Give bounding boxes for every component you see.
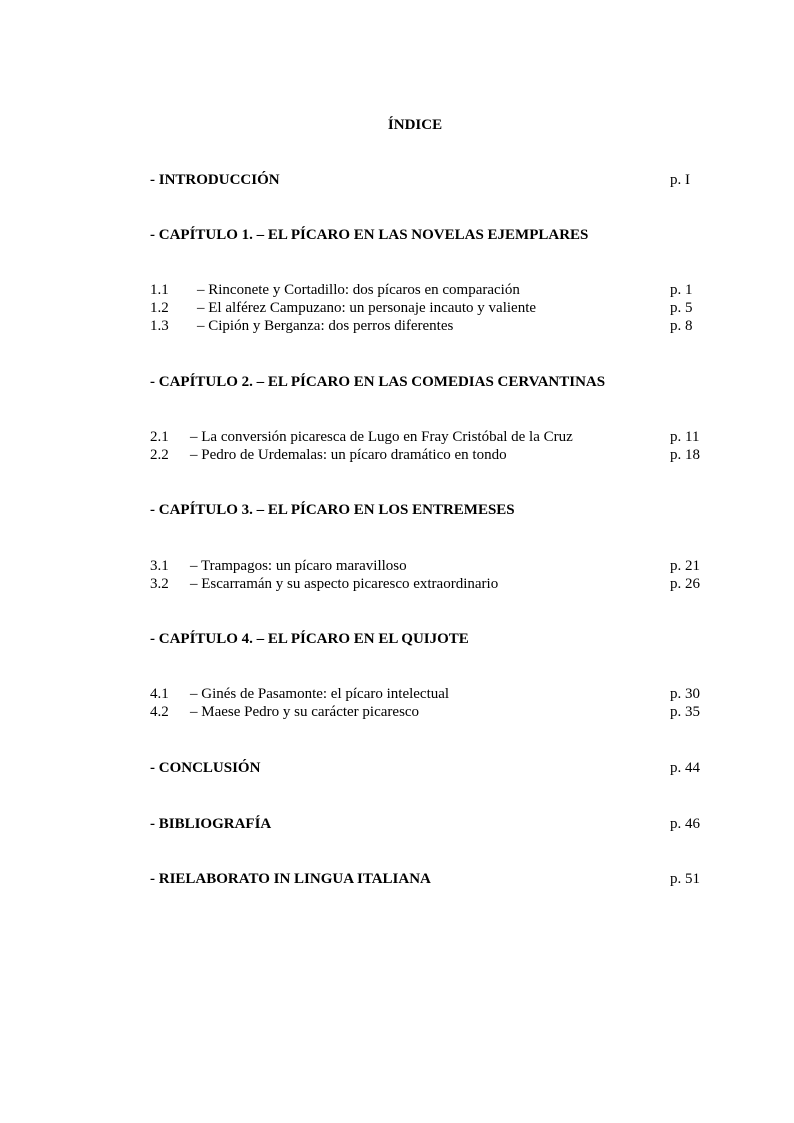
toc-subentry-1-3 <box>150 317 710 335</box>
toc-subentry-number: 2.1 <box>150 429 169 445</box>
toc-subentry-number: 3.2 <box>150 576 169 592</box>
toc-section-label: - CONCLUSIÓN <box>150 760 261 776</box>
toc-entry-introduccion <box>150 171 710 189</box>
toc-section-label: - CAPÍTULO 3. – EL PÍCARO EN LOS ENTREMESES <box>150 502 515 518</box>
toc-subentry-text: – Maese Pedro y su carácter picaresco <box>190 704 420 720</box>
toc-subentry-number: 3.1 <box>150 558 169 574</box>
toc-section-label: - CAPÍTULO 4. – EL PÍCARO EN EL QUIJOTE <box>150 631 469 647</box>
toc-page-number: p. 44 <box>670 760 700 776</box>
toc-section-label: - CAPÍTULO 2. – EL PÍCARO EN LAS COMEDIAS CERVANTINAS <box>150 374 606 390</box>
toc-subentry-number: 1.1 <box>150 282 169 298</box>
toc-entry-capitulo-2 <box>150 373 710 391</box>
toc-page-number: p. 11 <box>670 429 700 445</box>
toc-page-number: p. 51 <box>670 871 700 887</box>
toc-section-label: - BIBLIOGRAFÍA <box>150 816 272 832</box>
toc-subentry-1-2 <box>150 299 710 317</box>
toc-page-number: p. 46 <box>670 816 700 832</box>
toc-entry-capitulo-4 <box>150 630 710 648</box>
toc-page-number: p. 1 <box>670 282 693 298</box>
toc-subentry-text: – Cipión y Berganza: dos perros diferentes <box>197 318 454 334</box>
toc-entry-capitulo-3 <box>150 501 710 519</box>
toc-subentry-number: 1.2 <box>150 300 169 316</box>
toc-subentry-text: – El alférez Campuzano: un personaje incauto y valiente <box>197 300 537 316</box>
toc-section-label: - CAPÍTULO 1. – EL PÍCARO EN LAS NOVELAS EJEMPLARES <box>150 227 589 243</box>
toc-page-number: p. 35 <box>670 704 700 720</box>
toc-subentry-3-1 <box>150 557 710 575</box>
toc-entry-conclusion <box>150 759 710 777</box>
toc-page-number: p. I <box>670 172 690 188</box>
toc-subentry-number: 4.1 <box>150 686 169 702</box>
page-title: ÍNDICE <box>387 117 443 133</box>
toc-subentry-text: – Rinconete y Cortadillo: dos pícaros en comparación <box>197 282 520 298</box>
toc-entry-capitulo-1 <box>150 226 710 244</box>
toc-subentry-2-2 <box>150 446 710 464</box>
toc-page-number: p. 18 <box>670 447 700 463</box>
toc-subentry-text: – Escarramán y su aspecto picaresco extraordinario <box>190 576 499 592</box>
toc-page-number: p. 21 <box>670 558 700 574</box>
toc-subentry-number: 2.2 <box>150 447 169 463</box>
toc-page-number: p. 26 <box>670 576 700 592</box>
toc-subentry-1-1 <box>150 281 710 299</box>
toc-page-number: p. 30 <box>670 686 700 702</box>
toc-subentry-2-1 <box>150 428 710 446</box>
toc-entry-bibliografia <box>150 815 710 833</box>
toc-subentry-text: – Ginés de Pasamonte: el pícaro intelectual <box>190 686 450 702</box>
toc-subentry-text: – Pedro de Urdemalas: un pícaro dramático en tondo <box>190 447 507 463</box>
toc-subentry-4-1 <box>150 685 710 703</box>
toc-subentry-3-2 <box>150 575 710 593</box>
toc-page-number: p. 8 <box>670 318 693 334</box>
toc-section-label: - RIELABORATO IN LINGUA ITALIANA <box>150 871 431 887</box>
toc-entry-rielaborato <box>150 870 710 888</box>
toc-subentry-number: 4.2 <box>150 704 169 720</box>
toc-section-label: - INTRODUCCIÓN <box>150 172 280 188</box>
toc-subentry-text: – Trampagos: un pícaro maravilloso <box>190 558 407 574</box>
toc-subentry-text: – La conversión picaresca de Lugo en Fray Cristóbal de la Cruz <box>190 429 573 445</box>
toc-page-number: p. 5 <box>670 300 693 316</box>
toc-subentry-number: 1.3 <box>150 318 169 334</box>
toc-subentry-4-2 <box>150 703 710 721</box>
